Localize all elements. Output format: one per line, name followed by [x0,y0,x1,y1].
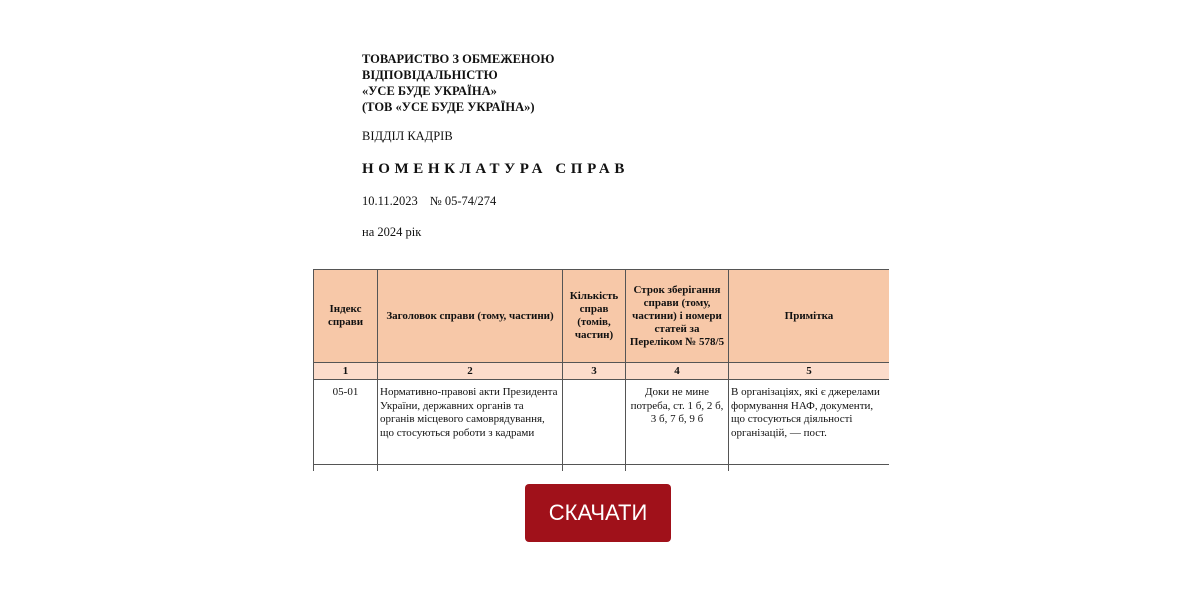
empty-cell [563,465,626,472]
cell-index: 05-01 [314,380,378,465]
column-number-row [314,363,890,380]
table-header-row [314,270,890,363]
organization-line: ВІДПОВІДАЛЬНІСТЮ [362,68,498,82]
cell-title: Нормативно-правові акти Президента України, державних органів та органів місцевого самоврядування, що стосуються роботи з кадрами [378,380,563,465]
column-number: 2 [378,363,563,380]
column-number: 1 [314,363,378,380]
column-number: 4 [626,363,729,380]
year-line: на 2024 рік [362,225,422,239]
organization-line: «УСЕ БУДЕ УКРАЇНА» [362,84,497,98]
empty-cell [626,465,729,472]
header-index: Індекс справи [314,270,378,363]
header-term: Строк зберігання справи (тому, частини) і номери статей за Переліком № 578/5 [626,270,729,363]
document-date: 10.11.2023 [362,194,418,208]
nomenclature-table-wrapper [313,269,889,471]
download-button[interactable]: СКАЧАТИ [525,484,671,542]
cell-count [563,380,626,465]
empty-cell [314,465,378,472]
empty-cell [729,465,890,472]
cell-term: Доки не мине потреба, ст. 1 б, 2 б, 3 б, 7 б, 9 б [626,380,729,465]
organization-line: ТОВАРИСТВО З ОБМЕЖЕНОЮ [362,52,555,66]
header-note: Примітка [729,270,890,363]
empty-cell [378,465,563,472]
header-title: Заголовок справи (тому, частини) [378,270,563,363]
table-row [314,380,890,465]
document-title: НОМЕНКЛАТУРА СПРАВ [362,161,629,177]
organization-line: (ТОВ «УСЕ БУДЕ УКРАЇНА») [362,100,535,114]
table-row [314,465,890,472]
cell-note: В організаціях, які є джерелами формування НАФ, документи, що стосуються діяльності організацій, — пост. [729,380,890,465]
nomenclature-table [313,269,889,471]
department-name: ВІДДІЛ КАДРІВ [362,129,453,143]
column-number: 3 [563,363,626,380]
date-number-line [362,194,496,209]
organization-name [362,51,554,115]
column-number: 5 [729,363,890,380]
header-count: Кількість справ (томів, частин) [563,270,626,363]
document-number: № 05-74/274 [429,194,497,208]
